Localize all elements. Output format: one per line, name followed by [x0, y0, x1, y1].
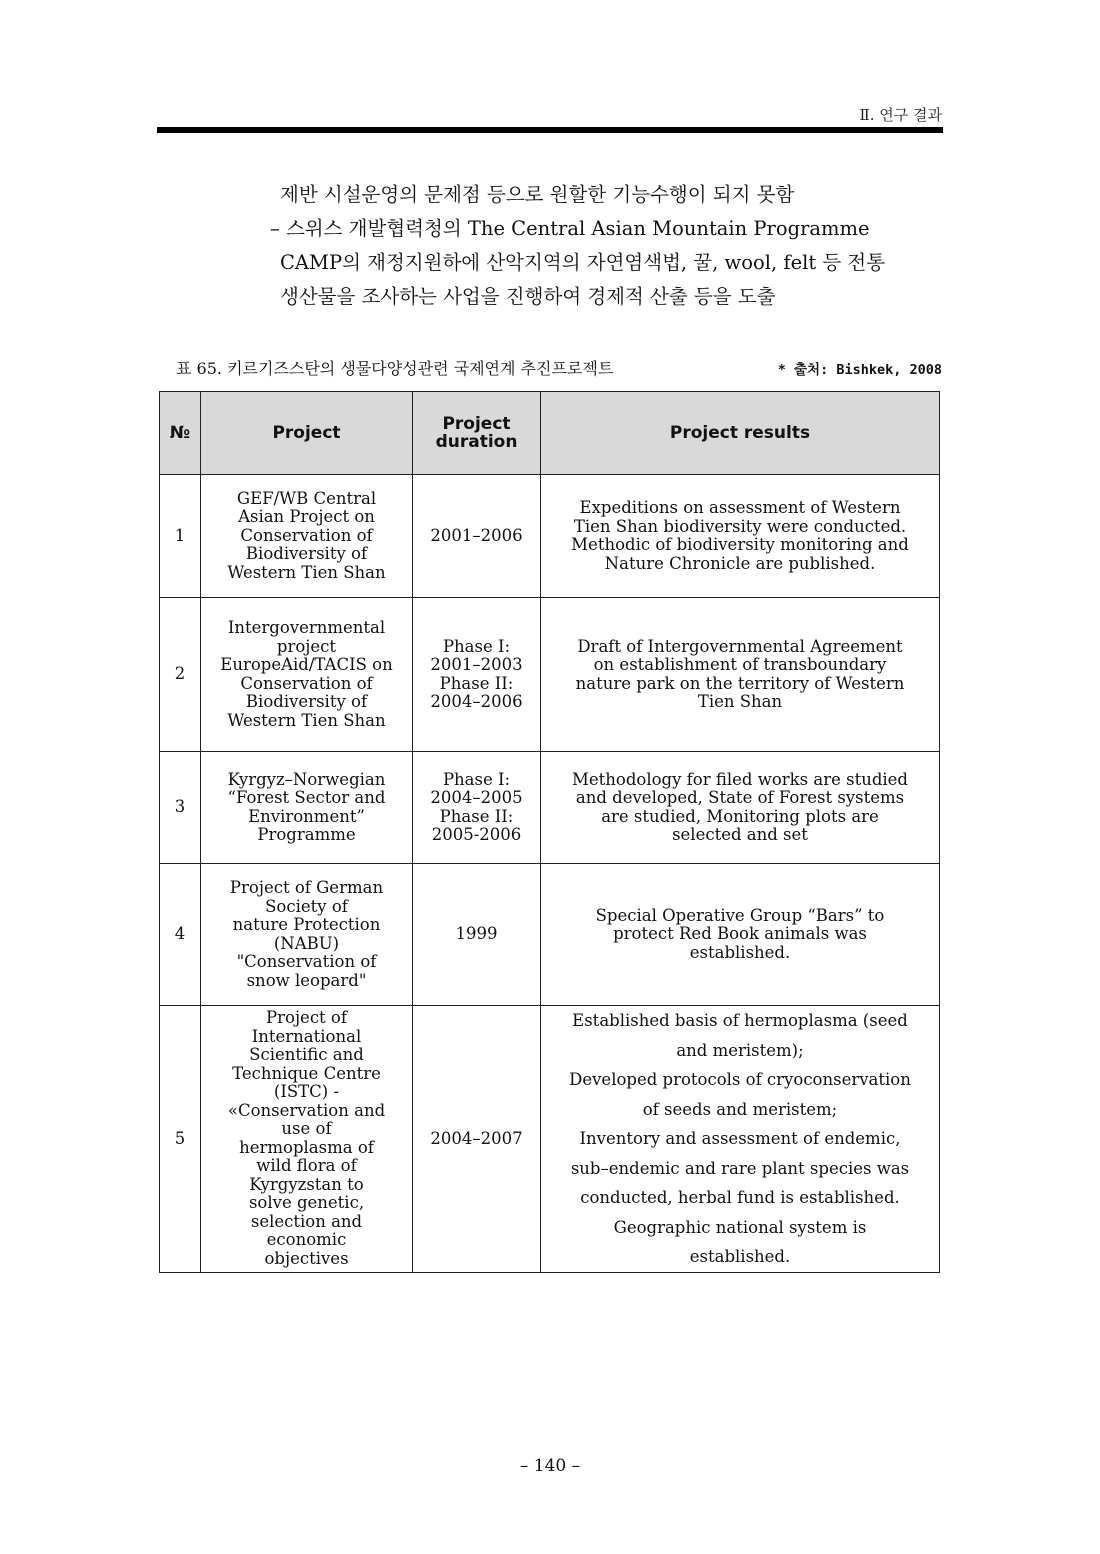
header-rule	[157, 127, 943, 133]
table-caption: 표 65. 키르기즈스탄의 생물다양성관련 국제연계 추진프로젝트	[176, 359, 614, 378]
row-results: Methodology for filed works are studied and developed, State of Forest systems are studied, Monitoring plots are selected and set	[541, 752, 940, 864]
body-line-1: 제반 시설운영의 문제점 등으로 원할한 기능수행이 되지 못함	[280, 183, 795, 206]
row-project: Intergovernmental project EuropeAid/TACIS on Conservation of Biodiversity of Western Tien Shan	[201, 598, 413, 752]
row-results: Special Operative Group “Bars” to protect Red Book animals was established.	[541, 864, 940, 1006]
row-results: Draft of Intergovernmental Agreement on establishment of transboundary nature park on the territory of Western Tien Shan	[541, 598, 940, 752]
row-no: 2	[160, 598, 201, 752]
table-row	[160, 1006, 940, 1273]
section-header: Ⅱ. 연구 결과	[859, 106, 942, 124]
table-row	[160, 864, 940, 1006]
row-project: Project of International Scientific and Technique Centre (ISTC) - «Conservation and use of hermoplasma of wild flora of Kyrgyzstan to solve genetic, selection and economic objectives	[201, 1006, 413, 1273]
header-duration: Project duration	[413, 392, 541, 475]
body-line-3: CAMP의 재정지원하에 산악지역의 자연염색법, 꿀, wool, felt 등 전통	[280, 251, 886, 274]
header-project: Project	[201, 392, 413, 475]
row-duration: 2001–2006	[413, 475, 541, 598]
row-no: 3	[160, 752, 201, 864]
table-row	[160, 752, 940, 864]
row-duration: Phase I: 2001–2003 Phase II: 2004–2006	[413, 598, 541, 752]
row-results: Established basis of hermoplasma (seed and meristem); Developed protocols of cryoconservation of seeds and meristem; Inventory and assessment of endemic, sub–endemic and rare plant species was conducted, herbal fund is established. Geographic national system is established.	[541, 1006, 940, 1273]
row-no: 1	[160, 475, 201, 598]
row-project: GEF/WB Central Asian Project on Conservation of Biodiversity of Western Tien Shan	[201, 475, 413, 598]
row-duration: Phase I: 2004–2005 Phase II: 2005-2006	[413, 752, 541, 864]
row-duration: 2004–2007	[413, 1006, 541, 1273]
table-row	[160, 475, 940, 598]
row-no: 4	[160, 864, 201, 1006]
projects-table	[159, 391, 940, 1273]
table-caption-row	[176, 356, 942, 379]
row-project: Kyrgyz–Norwegian “Forest Sector and Environment” Programme	[201, 752, 413, 864]
header-no: №	[160, 392, 201, 475]
body-line-4: 생산물을 조사하는 사업을 진행하여 경제적 산출 등을 도출	[280, 285, 776, 308]
table-source: * 출처: Bishkek, 2008	[777, 362, 942, 378]
row-no: 5	[160, 1006, 201, 1273]
row-project: Project of German Society of nature Protection (NABU) "Conservation of snow leopard"	[201, 864, 413, 1006]
table-row	[160, 598, 940, 752]
header-results: Project results	[541, 392, 940, 475]
row-results: Expeditions on assessment of Western Tien Shan biodiversity were conducted. Methodic of biodiversity monitoring and Nature Chronicle are published.	[541, 475, 940, 598]
page-number: – 140 –	[519, 1456, 581, 1476]
body-line-2: – 스위스 개발협력청의 The Central Asian Mountain Programme	[270, 217, 870, 240]
row-duration: 1999	[413, 864, 541, 1006]
table-header-row	[160, 392, 940, 475]
body-text	[270, 178, 942, 314]
